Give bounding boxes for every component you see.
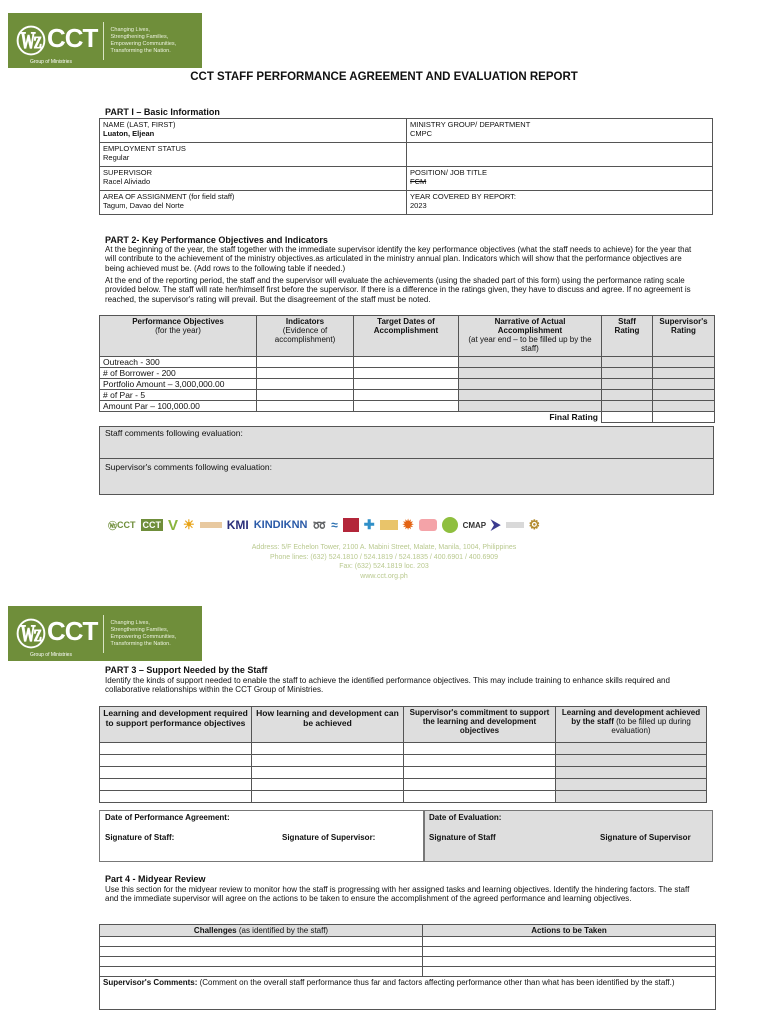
area-cell <box>100 191 407 215</box>
col-challenges-sub: (as identified by the staff) <box>238 926 329 935</box>
col-indicators <box>257 316 354 357</box>
star-burst-icon: ✹ <box>402 517 414 532</box>
tagline-line: Strengthening Families, <box>110 33 169 40</box>
midyear-table <box>99 924 716 1010</box>
agreement-signature-box <box>99 810 424 862</box>
ministry-label: MINISTRY GROUP/ DEPARTMENT <box>410 120 531 129</box>
cell <box>100 743 252 755</box>
col-supervisor-rating-title: Supervisor's Rating <box>659 317 708 335</box>
partner-swoosh-icon: ➿ <box>312 519 327 532</box>
logo-divider <box>103 22 104 60</box>
supervisor-signature-eval-label: Signature of Supervisor <box>600 833 691 842</box>
shaded-cell <box>653 401 715 412</box>
cell <box>100 957 423 967</box>
col-challenges-title: Challenges <box>193 926 237 935</box>
supervisor-signature-label: Signature of Supervisor: <box>282 833 376 842</box>
cct-logo-mark-icon: 🄮 <box>16 25 45 59</box>
comments-sub: (Comment on the overall staff performance thus far and factors affecting performance other than what has been identified by the staff.) <box>199 978 675 987</box>
partner-k-icon: ⮞ <box>491 517 501 532</box>
shaded-cell <box>556 743 707 755</box>
partner-logo-cct <box>108 519 136 532</box>
shaded-cell <box>556 791 707 803</box>
empty-cell <box>407 143 713 167</box>
table-row <box>100 767 707 779</box>
part3-heading: PART 3 – Support Needed by the Staff <box>105 665 268 675</box>
supervisor-label: SUPERVISOR <box>103 168 153 177</box>
tagline-line: Transforming the Nation. <box>110 47 171 54</box>
tagline-line: Strengthening Families, <box>110 626 169 633</box>
position-cell <box>407 167 713 191</box>
col-learning-required: Learning and development required to support performance objectives <box>100 707 252 743</box>
partner-logo-bar <box>200 522 222 528</box>
ministry-value: CMPC <box>410 129 433 138</box>
name-label: NAME (LAST, FIRST) <box>103 120 176 129</box>
cell <box>354 379 459 390</box>
name-value: Luaton, Eljean <box>103 129 155 138</box>
cell <box>404 767 556 779</box>
cell <box>354 368 459 379</box>
logo-name: CCT <box>47 616 98 646</box>
fax-line: Fax: (632) 524.1819 loc. 203 <box>339 563 429 570</box>
shaded-cell <box>459 401 602 412</box>
col-target-title: Target Dates of Accomplishment <box>373 317 439 335</box>
col-actions: Actions to be Taken <box>423 925 716 937</box>
objective-cell: Outreach - 300 <box>100 357 257 368</box>
col-narrative <box>459 316 602 357</box>
shaded-cell <box>602 379 653 390</box>
cell <box>423 937 716 947</box>
part1-heading: PART I – Basic Information <box>105 107 220 117</box>
cell <box>100 767 252 779</box>
area-value: Tagum, Davao del Norte <box>103 201 184 210</box>
cell <box>100 755 252 767</box>
cell <box>423 947 716 957</box>
employment-value: Regular <box>103 153 130 162</box>
final-supervisor-rating <box>653 412 715 423</box>
supervisor-comments-row <box>100 977 716 1010</box>
col-staff-rating-title: Staff Rating <box>614 317 640 335</box>
staff-signature-label: Signature of Staff: <box>105 833 175 842</box>
cell <box>252 779 404 791</box>
logo-sub: Group of Ministries <box>30 651 72 658</box>
basic-info-table <box>99 118 713 215</box>
col-objectives-title: Performance Objectives <box>132 317 224 326</box>
comments-title: Supervisor's Comments: <box>103 978 198 987</box>
part2-heading: PART 2- Key Performance Objectives and Indicators <box>105 235 328 245</box>
shaded-cell <box>459 368 602 379</box>
staff-signature-eval-label: Signature of Staff <box>429 833 496 842</box>
objective-cell: Amount Par – 100,000.00 <box>100 401 257 412</box>
tagline-line: Changing Lives, <box>110 619 150 626</box>
partner-logo-kindikinn <box>254 519 308 531</box>
shaded-cell <box>653 368 715 379</box>
ministry-cell <box>407 119 713 143</box>
col-supervisor-commitment: Supervisor's commitment to support the learning and development objectives <box>404 707 556 743</box>
table-row <box>100 947 716 957</box>
cell <box>423 957 716 967</box>
partner-logos <box>108 514 658 536</box>
table-row <box>100 357 715 368</box>
col-supervisor-rating <box>653 316 715 357</box>
partner-logo-text: KMI <box>226 518 249 532</box>
cell <box>252 767 404 779</box>
partner-logo-pink <box>419 519 437 531</box>
year-value: 2023 <box>410 201 427 210</box>
position-label: POSITION/ JOB TITLE <box>410 168 487 177</box>
shaded-cell <box>602 357 653 368</box>
col-target-dates <box>354 316 459 357</box>
col-staff-rating <box>602 316 653 357</box>
area-label: AREA OF ASSIGNMENT (for field staff) <box>103 192 235 201</box>
final-rating-label: Final Rating <box>100 412 602 423</box>
col-narrative-sub: (at year end – to be filled up by the staff) <box>468 335 592 353</box>
shaded-cell <box>602 368 653 379</box>
shaded-cell <box>459 390 602 401</box>
shaded-cell <box>653 379 715 390</box>
employment-label: EMPLOYMENT STATUS <box>103 144 186 153</box>
col-objectives-sub: (for the year) <box>155 326 201 335</box>
document-title: CCT STAFF PERFORMANCE AGREEMENT AND EVALUATION REPORT <box>190 71 578 83</box>
cell <box>354 401 459 412</box>
objective-cell: Portfolio Amount – 3,000,000.00 <box>100 379 257 390</box>
cell <box>354 390 459 401</box>
tagline-line: Transforming the Nation. <box>110 640 171 647</box>
shaded-cell <box>459 379 602 390</box>
date-agreement-label: Date of Performance Agreement: <box>105 813 230 822</box>
shaded-cell <box>602 390 653 401</box>
col-learning-achieved <box>556 707 707 743</box>
partner-logo-gray <box>506 522 524 528</box>
cell <box>252 743 404 755</box>
shaded-cell <box>653 357 715 368</box>
tagline-line: Empowering Communities, <box>110 633 177 640</box>
year-label: YEAR COVERED BY REPORT: <box>410 192 517 201</box>
objective-cell: # of Borrower - 200 <box>100 368 257 379</box>
cell <box>257 368 354 379</box>
address-line: Address: 5/F Echelon Tower, 2100 A. Mabini Street, Malate, Manila, 1004, Philippines <box>251 544 517 551</box>
partner-logo-yellow <box>380 520 398 530</box>
employment-cell <box>100 143 407 167</box>
part4-paragraph: Use this section for the midyear review to monitor how the staff is progressing with her assigned tasks and learning objectives. Identify the hindering factors. The staff and the immediate supervisor will agree on the actions to be taken to ensure the accomplishment of the agreed performance and learning objectives. <box>105 885 690 904</box>
position-value: FCM <box>410 177 427 186</box>
shaded-cell <box>556 779 707 791</box>
cell <box>100 791 252 803</box>
cell <box>423 967 716 977</box>
supervisor-cell <box>100 167 407 191</box>
table-row <box>100 755 707 767</box>
table-row <box>100 957 716 967</box>
table-row <box>100 401 715 412</box>
cell <box>404 743 556 755</box>
cct-logo-mark-icon: 🄮 <box>16 618 45 652</box>
objectives-table <box>99 315 715 423</box>
tagline-line: Changing Lives, <box>110 26 150 33</box>
cell <box>404 779 556 791</box>
cell <box>100 937 423 947</box>
sun-icon: ☀ <box>183 517 195 532</box>
table-row <box>100 379 715 390</box>
year-cell <box>407 191 713 215</box>
partner-logo-text: V <box>168 516 179 534</box>
shaded-cell <box>602 401 653 412</box>
support-table <box>99 706 707 803</box>
phone-line: Phone lines: (632) 524.1810 / 524.1819 / 524.1835 / 400.6901 / 400.6909 <box>269 553 499 561</box>
table-row <box>100 779 707 791</box>
cell <box>257 401 354 412</box>
col-challenges <box>100 925 423 937</box>
col-indicators-sub: (Evidence of accomplishment) <box>274 326 336 344</box>
partner-fish-icon: ≈ <box>331 518 338 532</box>
partner-logo-v <box>168 517 178 534</box>
part2-paragraph-2: At the end of the reporting period, the staff and the supervisor will evaluate the achievements (using the shaded part of this form) using the performance rating scale provided below. The staff will rate her/himself first before the supervisor. If there is a difference in the ratings given, they have to discuss and agree. If no agreement is reached, the supervisor's rating will prevail. But the disagreement of the staff must be noted. <box>105 276 691 304</box>
partner-logo-text: CCT <box>117 520 136 530</box>
supervisor-comments-label: Supervisor's comments following evaluation: <box>105 462 272 472</box>
table-row <box>100 967 716 977</box>
cell <box>257 357 354 368</box>
cross-icon: ✚ <box>363 517 375 532</box>
col-objectives <box>100 316 257 357</box>
cell <box>404 755 556 767</box>
logo-tagline <box>110 620 176 648</box>
partner-logo-text: CCT <box>142 520 162 530</box>
date-evaluation-label: Date of Evaluation: <box>429 813 502 822</box>
cell <box>100 947 423 957</box>
part3-paragraph: Identify the kinds of support needed to enable the staff to achieve the identified performance objectives. This may include training to enhance skills required and collaborative relationships within the CCT Group of Ministries. <box>105 676 670 695</box>
objective-cell: # of Par - 5 <box>100 390 257 401</box>
logo-tagline <box>110 27 176 55</box>
table-row <box>100 390 715 401</box>
partner-logo-kmi <box>227 518 249 532</box>
table-row <box>100 368 715 379</box>
col-learning-achieved-sub: (to be filled up during evaluation) <box>611 717 691 735</box>
staff-comments-box <box>99 426 714 459</box>
midyear-supervisor-comments <box>100 977 716 1010</box>
cell <box>257 379 354 390</box>
shaded-cell <box>653 390 715 401</box>
name-cell <box>100 119 407 143</box>
cct-mark-icon: 🄮 <box>108 520 118 531</box>
table-row <box>100 791 707 803</box>
col-learning-achieved-title: Learning and development achieved by the staff <box>561 708 701 726</box>
partner-logo-text: KINDIKNN <box>253 519 308 531</box>
shaded-cell <box>459 357 602 368</box>
cell <box>257 390 354 401</box>
partner-logo-red <box>343 518 359 532</box>
col-narrative-title: Narrative of Actual Accomplishment <box>494 317 566 335</box>
part2-paragraph-1: At the beginning of the year, the staff together with the immediate supervisor identify the key performance objectives (what the staff needs to achieve) for the year that will contribute to the achievement of the ministry objectives.as articulated in the ministry annual plan. Indicators which will show that the performance objectives are being achieved must be. (Add rows to the following table if needed.) <box>105 245 692 273</box>
supervisor-comments-box <box>99 458 714 495</box>
cell <box>100 967 423 977</box>
col-how-achieved: How learning and development can be achieved <box>252 707 404 743</box>
partner-logo-circle <box>442 517 458 533</box>
partner-logo-text: CMAP <box>462 520 487 530</box>
logo-divider <box>103 615 104 653</box>
cell <box>252 791 404 803</box>
tagline-line: Empowering Communities, <box>110 40 177 47</box>
shaded-cell <box>556 755 707 767</box>
logo-sub: Group of Ministries <box>30 58 72 65</box>
supervisor-value: Racel Aliviado <box>103 177 151 186</box>
part4-heading: Part 4 - Midyear Review <box>105 874 206 884</box>
footer-address <box>0 543 768 581</box>
col-indicators-title: Indicators <box>285 317 325 326</box>
logo-name: CCT <box>47 23 98 53</box>
final-staff-rating <box>602 412 653 423</box>
gear-icon: ⚙ <box>528 517 541 532</box>
evaluation-signature-box <box>424 810 713 862</box>
partner-logo-cmap <box>463 521 487 530</box>
table-row <box>100 937 716 947</box>
cell <box>100 779 252 791</box>
shaded-cell <box>556 767 707 779</box>
cell <box>354 357 459 368</box>
cell <box>252 755 404 767</box>
table-row <box>100 743 707 755</box>
cell <box>404 791 556 803</box>
web-line: www.cct.org.ph <box>360 572 408 580</box>
staff-comments-label: Staff comments following evaluation: <box>105 428 243 438</box>
final-rating-row <box>100 412 715 423</box>
cct-logo-page2 <box>8 606 202 661</box>
partner-logo-cct-box <box>141 519 164 531</box>
cct-logo <box>8 13 202 68</box>
